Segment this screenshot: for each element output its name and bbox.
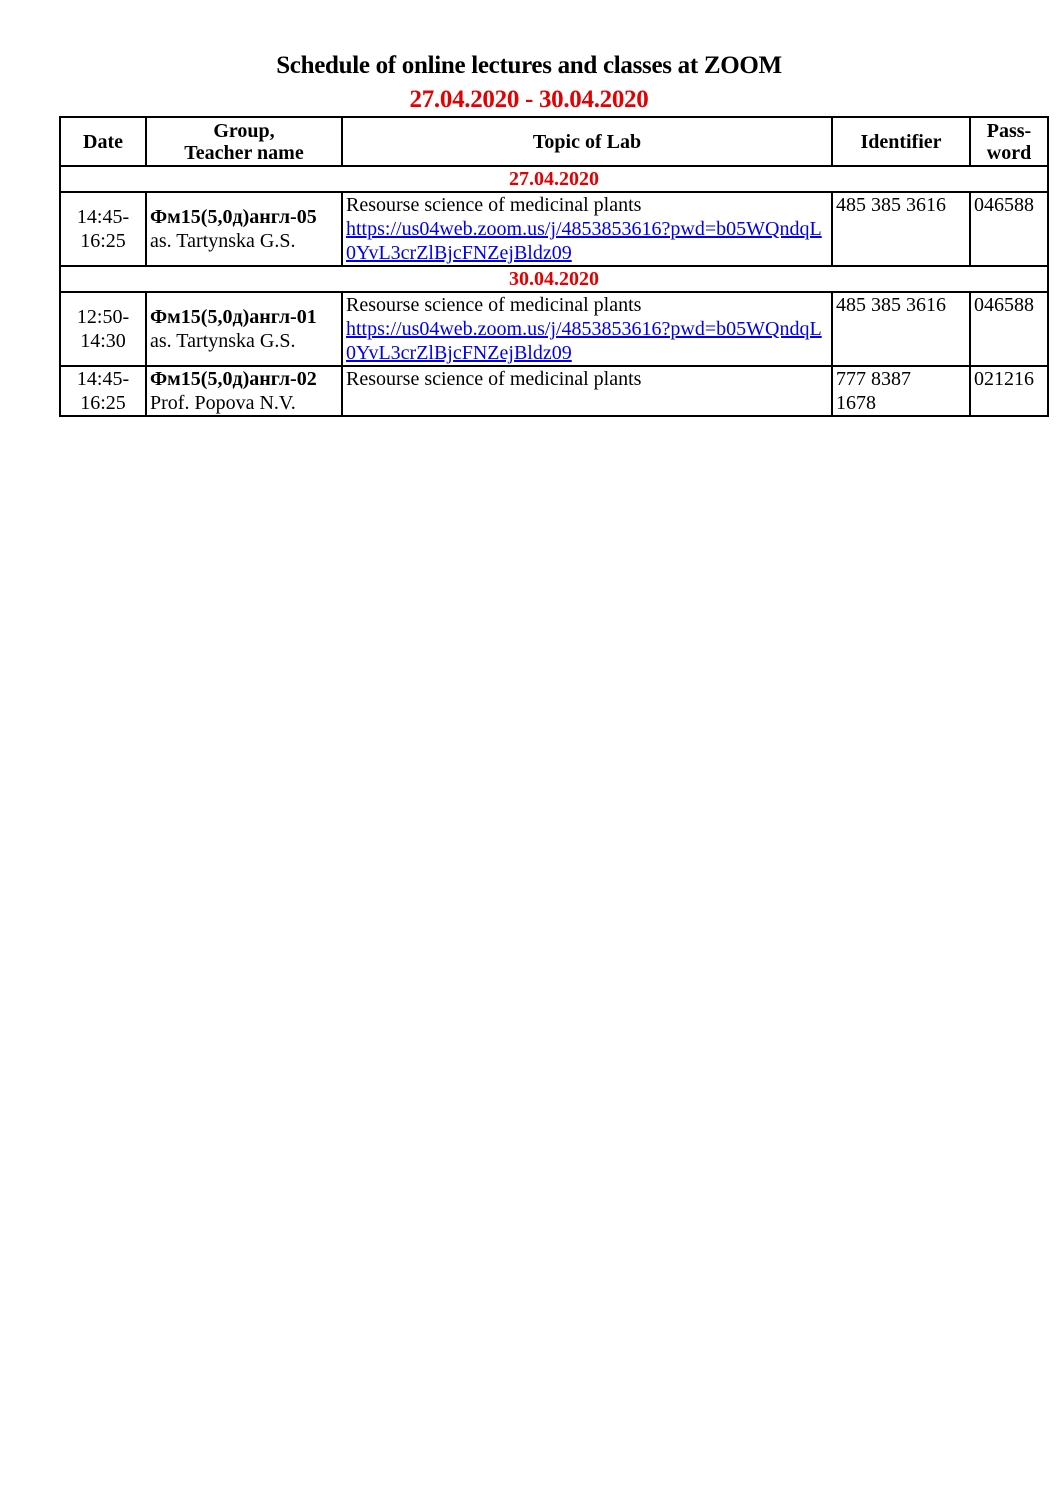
column-header-date: Date	[60, 117, 146, 166]
column-header-password	[970, 117, 1048, 166]
zoom-link[interactable]: https://us04web.zoom.us/j/4853853616?pwd=b05WQndqL0YvL3crZlBjcFNZejBldz09	[346, 318, 822, 364]
group-cell	[146, 192, 342, 266]
time-start: 14:45-	[76, 206, 130, 228]
time-cell	[60, 292, 146, 366]
page-title: Schedule of online lectures and classes at ZOOM	[276, 52, 782, 79]
column-header-password-line1: Pass-	[986, 119, 1032, 142]
day-date: 30.04.2020	[60, 266, 1048, 292]
time-end: 16:25	[80, 230, 126, 252]
column-header-group-line2: Teacher name	[184, 141, 304, 164]
day-row	[60, 266, 1048, 292]
zoom-link[interactable]: https://us04web.zoom.us/j/4853853616?pwd=b05WQndqL0YvL3crZlBjcFNZejBldz09	[346, 218, 822, 264]
topic-text: Resourse science of medicinal plants	[346, 368, 642, 390]
time-cell	[60, 366, 146, 416]
header-row	[60, 117, 1048, 166]
password-cell: 046588	[970, 292, 1048, 366]
table-row	[60, 366, 1048, 416]
day-row	[60, 166, 1048, 192]
topic-cell	[342, 192, 832, 266]
password-cell: 021216	[970, 366, 1048, 416]
identifier-line2: 1678	[836, 392, 876, 414]
date-range: 27.04.2020 - 30.04.2020	[409, 86, 649, 113]
group-code: Фм15(5,0д)англ-01	[150, 306, 317, 328]
group-code: Фм15(5,0д)англ-05	[150, 206, 317, 228]
table-row	[60, 192, 1048, 266]
time-cell	[60, 192, 146, 266]
teacher-name: Prof. Popova N.V.	[150, 392, 296, 414]
column-header-identifier: Identifier	[832, 117, 970, 166]
topic-text: Resourse science of medicinal plants	[346, 294, 642, 316]
topic-cell	[342, 292, 832, 366]
password-cell: 046588	[970, 192, 1048, 266]
identifier-cell: 485 385 3616	[832, 192, 970, 266]
topic-cell	[342, 366, 832, 416]
time-start: 14:45-	[76, 368, 130, 390]
time-start: 12:50-	[76, 306, 130, 328]
column-header-topic: Topic of Lab	[342, 117, 832, 166]
day-date: 27.04.2020	[60, 166, 1048, 192]
group-cell	[146, 366, 342, 416]
teacher-name: as. Tartynska G.S.	[150, 330, 296, 352]
identifier-line1: 777 8387	[836, 368, 911, 390]
time-end: 16:25	[80, 392, 126, 414]
topic-text: Resourse science of medicinal plants	[346, 194, 642, 216]
time-end: 14:30	[80, 330, 126, 352]
schedule-table	[59, 116, 1049, 417]
identifier-cell	[832, 366, 970, 416]
group-code: Фм15(5,0д)англ-02	[150, 368, 317, 390]
column-header-group	[146, 117, 342, 166]
column-header-password-line2: word	[986, 141, 1032, 164]
column-header-group-line1: Group,	[213, 119, 275, 142]
group-cell	[146, 292, 342, 366]
table-row	[60, 292, 1048, 366]
identifier-cell: 485 385 3616	[832, 292, 970, 366]
teacher-name: as. Tartynska G.S.	[150, 230, 296, 252]
